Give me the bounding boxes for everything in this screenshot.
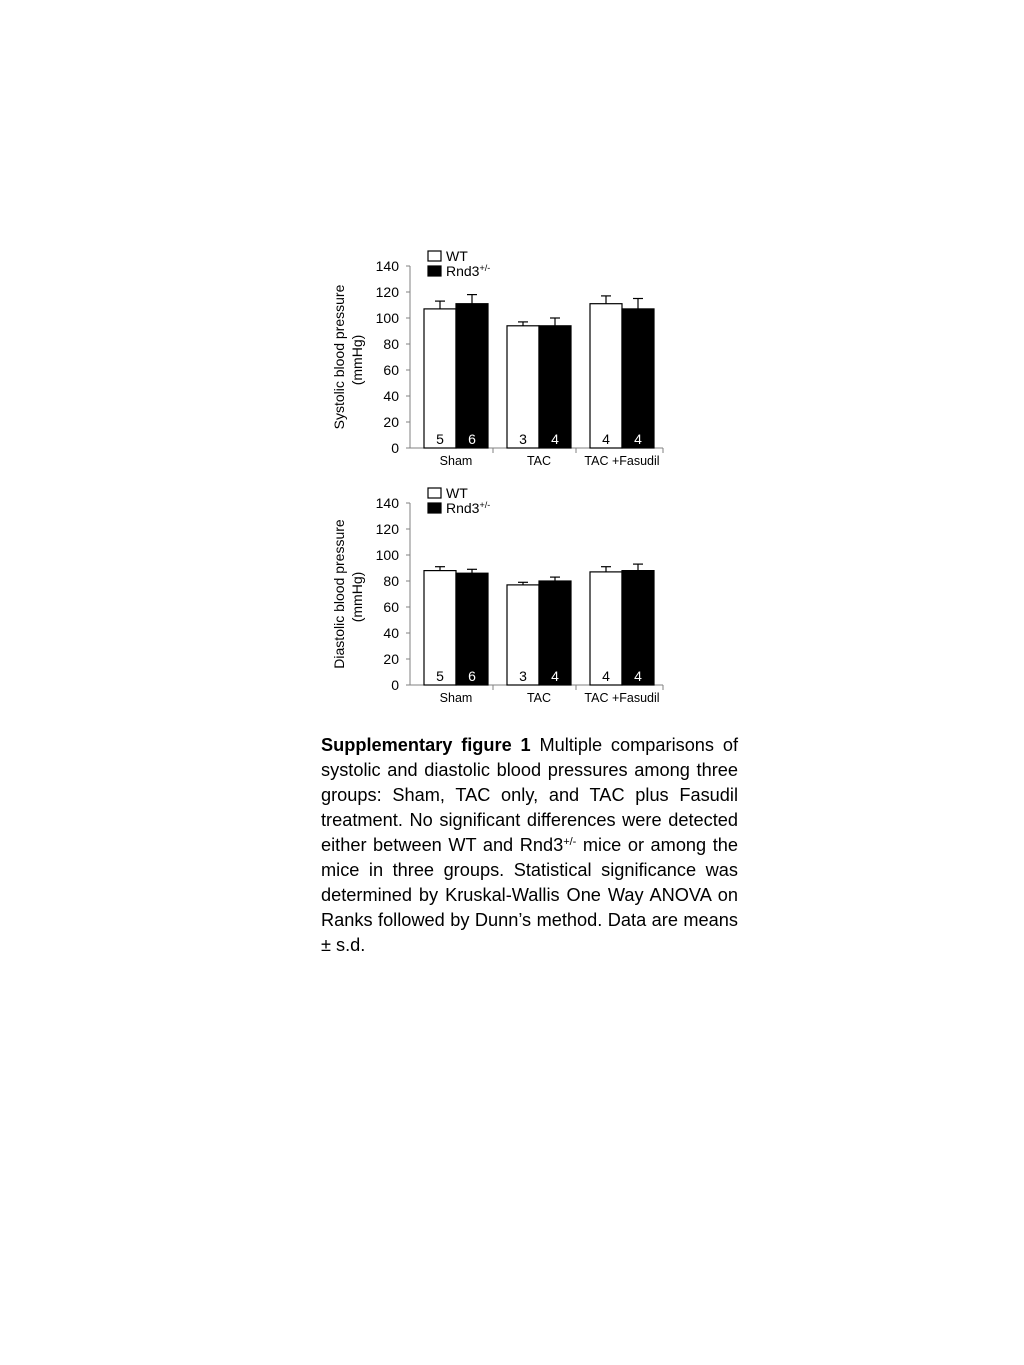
y-tick-label: 80	[383, 336, 399, 352]
legend-swatch	[428, 251, 441, 261]
x-tick-label: TAC +Fasudil	[584, 454, 660, 468]
y-tick-label: 40	[383, 625, 399, 641]
y-tick-label: 100	[375, 547, 399, 563]
x-tick-label: Sham	[439, 691, 473, 705]
x-tick-label: Sham	[439, 454, 473, 468]
bar-rnd3	[539, 326, 571, 448]
legend-swatch	[428, 488, 441, 498]
sample-size-label: 4	[551, 431, 559, 447]
bar-wt	[424, 309, 456, 448]
systolic-bp-chart-svg	[320, 240, 680, 480]
diastolic-bp-chart-svg	[320, 477, 680, 717]
legend-label: WT	[446, 485, 468, 501]
caption-label: Supplementary figure 1	[321, 735, 531, 755]
sample-size-label: 6	[468, 668, 476, 684]
bar-rnd3	[456, 304, 488, 448]
legend-label: Rnd3+/-	[446, 263, 491, 279]
diastolic-bp-chart	[320, 477, 680, 717]
y-tick-label: 20	[383, 651, 399, 667]
caption-text-part1: Multiple comparisons of systolic and diastolic blood pressures among three groups: Sham, TAC only, and TAC plus Fasudil treatment. No significant differences were detected either between WT and Rnd3	[321, 735, 738, 855]
caption-text-part2: mice or among the mice in three groups. Statistical significance was determined by Kruskal-Wallis One Way ANOVA on Ranks followed by Dunn’s method. Data are means ± s.d.	[321, 835, 738, 955]
y-tick-label: 60	[383, 599, 399, 615]
figure-caption	[321, 733, 738, 958]
x-tick-label: TAC	[526, 454, 552, 468]
y-tick-label: 120	[375, 521, 399, 537]
y-axis-label: Systolic blood pressure	[331, 284, 347, 430]
sample-size-label: 4	[634, 668, 642, 684]
legend-label-superscript: +/-	[479, 263, 491, 273]
x-tick-label: TAC	[526, 691, 552, 705]
bar-wt	[590, 304, 622, 448]
caption-superscript: +/-	[563, 836, 577, 848]
y-tick-label: 40	[383, 388, 399, 404]
sample-size-label: 5	[436, 431, 444, 447]
y-tick-label: 20	[383, 414, 399, 430]
y-tick-label: 80	[383, 573, 399, 589]
legend-swatch	[428, 266, 441, 276]
legend-swatch	[428, 503, 441, 513]
sample-size-label: 6	[468, 431, 476, 447]
sample-size-label: 4	[602, 668, 610, 684]
bar-rnd3	[622, 309, 654, 448]
sample-size-label: 5	[436, 668, 444, 684]
sample-size-label: 3	[519, 431, 527, 447]
legend-label-superscript: +/-	[479, 500, 491, 510]
y-tick-label: 120	[375, 284, 399, 300]
sample-size-label: 3	[519, 668, 527, 684]
y-tick-label: 140	[375, 258, 399, 274]
x-tick-label: TAC +Fasudil	[584, 691, 660, 705]
y-tick-label: 60	[383, 362, 399, 378]
y-axis-label: Diastolic blood pressure	[331, 519, 347, 669]
legend-label: Rnd3+/-	[446, 500, 491, 516]
sample-size-label: 4	[634, 431, 642, 447]
y-tick-label: 0	[391, 440, 399, 456]
sample-size-label: 4	[551, 668, 559, 684]
sample-size-label: 4	[602, 431, 610, 447]
legend-label: WT	[446, 248, 468, 264]
systolic-bp-chart	[320, 240, 680, 480]
y-tick-label: 100	[375, 310, 399, 326]
bar-wt	[507, 326, 539, 448]
y-axis-unit-label: (mmHg)	[349, 334, 365, 386]
y-tick-label: 140	[375, 495, 399, 511]
y-tick-label: 0	[391, 677, 399, 693]
y-axis-unit-label: (mmHg)	[349, 571, 365, 623]
